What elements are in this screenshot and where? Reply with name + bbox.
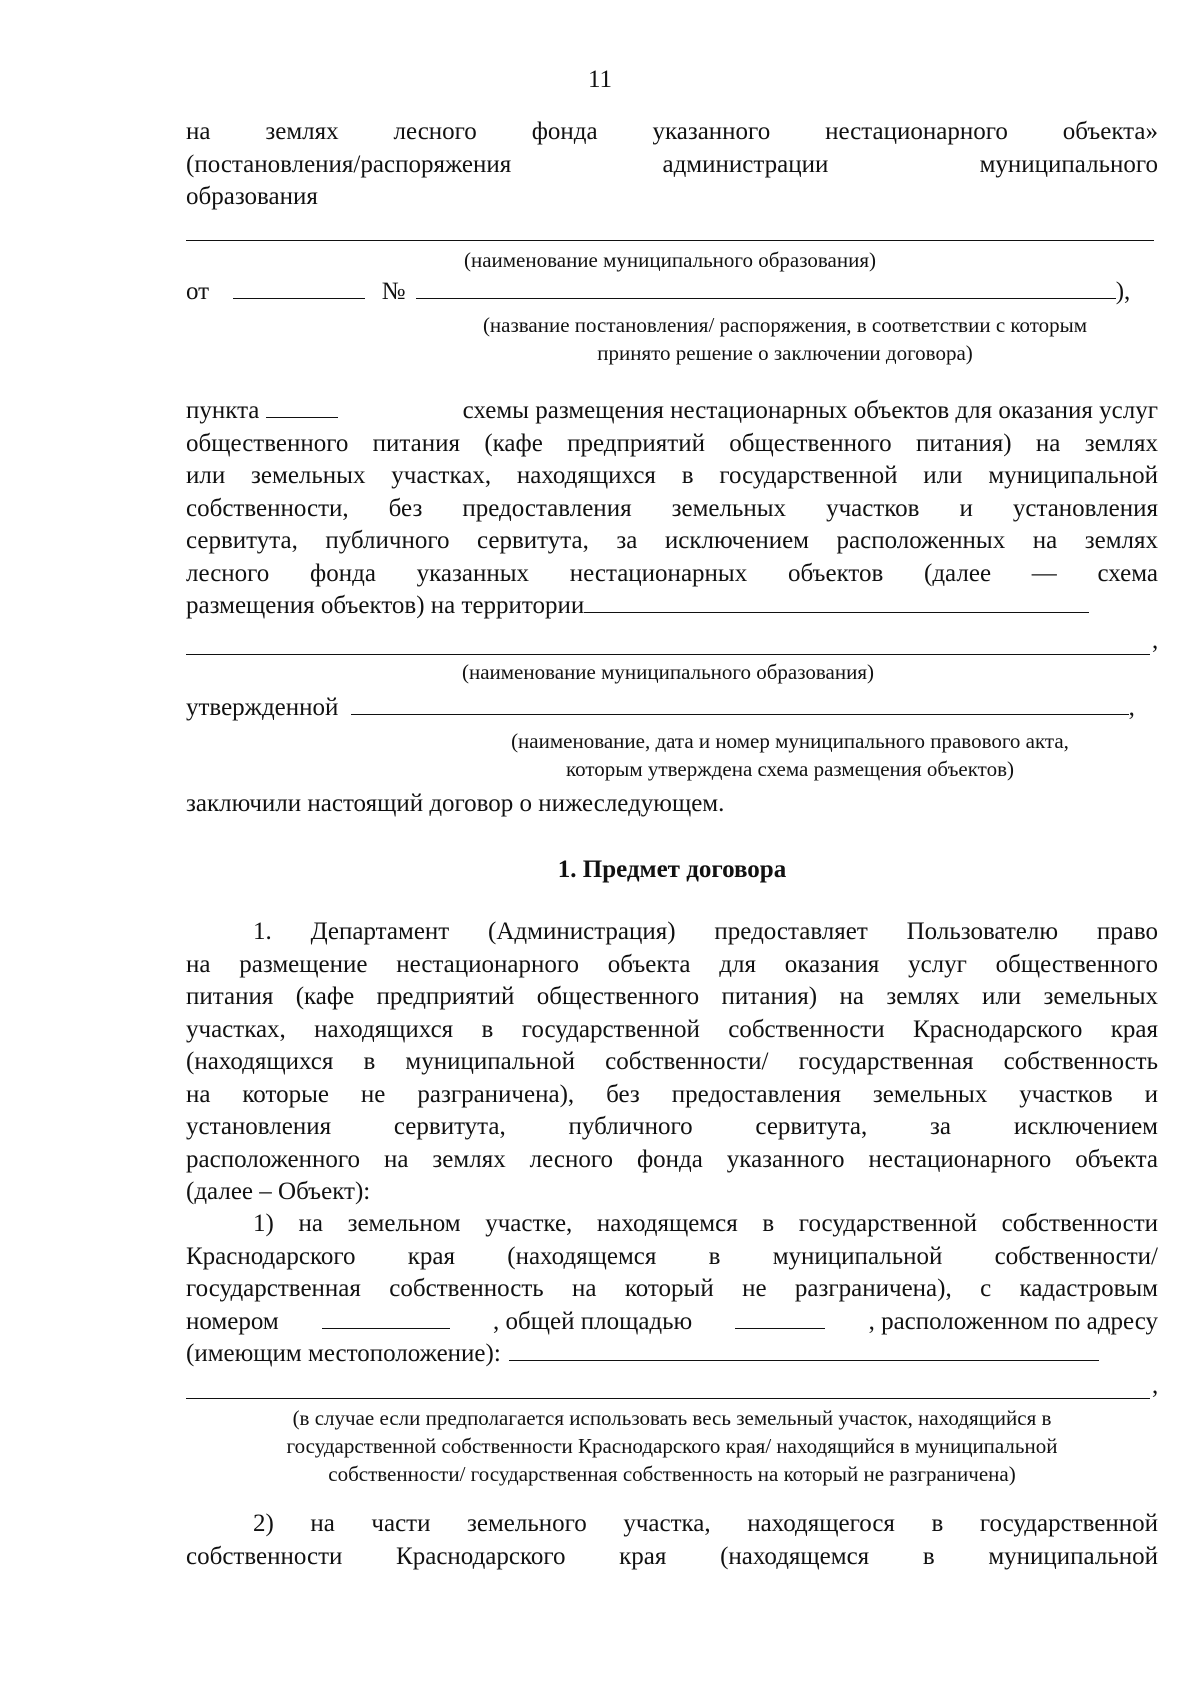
caption-plot-line-2: государственной собственности Краснодарского края/ находящийся в муниципальной	[286, 1434, 1058, 1458]
item-1-line-3: государственная собственность на который не разграничена), с кадастровым	[186, 1275, 1158, 1302]
clause-line-6: лесного фонда указанных нестационарных объектов (далее — схема	[186, 559, 1158, 587]
approved-comma: ,	[1128, 694, 1135, 721]
caption-plot-line-1: (в случае если предполагается использовать весь земельный участок, находящийся в	[292, 1406, 1052, 1430]
subject-line-4: участках, находящихся в государственной собственности Краснодарского края	[186, 1015, 1158, 1043]
subject-paragraph	[186, 916, 1158, 1209]
address-label: , расположенном по адресу	[868, 1307, 1158, 1335]
clause-line-3: или земельных участках, находящихся в государственной или муниципальной	[186, 462, 1158, 489]
closing-paren: ),	[1115, 278, 1131, 305]
clause-line-2: общественного питания (кафе предприятий общественного питания) на землях	[186, 429, 1158, 457]
item-1-line-4	[186, 1306, 1158, 1339]
caption-act	[440, 727, 1140, 783]
item-1-line-5	[186, 1338, 1158, 1371]
clause-line-1	[186, 395, 1158, 428]
clause-paragraph	[186, 395, 1158, 623]
page-number: 11	[587, 66, 613, 93]
subject-line-8: расположенного на землях лесного фонда указанного нестационарного объекта	[186, 1145, 1158, 1173]
caption-act-line-1: (наименование, дата и номер муниципального правового акта,	[511, 729, 1069, 753]
clause-point-blank	[266, 395, 338, 418]
caption-municipality-1: (наименование муниципального образования)	[463, 248, 877, 272]
item-2-line-2: собственности Краснодарского края (находящемся в муниципальной	[186, 1542, 1158, 1570]
caption-resolution-line-2: принято решение о заключении договора)	[597, 341, 973, 365]
item-1-line-2: Краснодарского края (находящемся в муниципальной собственности/	[186, 1242, 1158, 1270]
caption-municipality-2: (наименование муниципального образования)	[461, 660, 875, 684]
blank-line-territory	[186, 654, 1150, 655]
subject-line-3: питания (кафе предприятий общественного питания) на землях или земельных	[186, 983, 1158, 1010]
area-label: , общей площадью	[493, 1307, 693, 1335]
intro-block	[186, 116, 1158, 214]
territory-blank	[584, 590, 1089, 613]
location-label: (имеющим местоположение):	[186, 1340, 501, 1367]
number-blank	[416, 276, 1116, 299]
approved-blank	[351, 692, 1129, 715]
caption-plot-line-3: собственности/ государственная собственность на который не разграничена)	[328, 1462, 1016, 1486]
subject-line-6: на которые не разграничена), без предоставления земельных участков и	[186, 1080, 1158, 1108]
date-number-row	[186, 276, 1158, 308]
clause-line-4: собственности, без предоставления земельных участков и установления	[186, 494, 1158, 522]
caption-act-line-2: которым утверждена схема размещения объектов)	[566, 757, 1014, 781]
blank-line-location	[186, 1398, 1150, 1399]
intro-line-2: (постановления/распоряжения администрации муниципального	[186, 150, 1158, 178]
area-blank	[735, 1306, 825, 1329]
caption-resolution	[420, 311, 1150, 367]
item-1-line-1: 1) на земельном участке, находящемся в государственной собственности	[253, 1210, 1158, 1237]
subject-line-9: (далее – Объект):	[186, 1178, 371, 1205]
from-label: от	[186, 278, 210, 305]
territory-label: размещения объектов) на территории	[186, 592, 585, 619]
clause-line-5: сервитута, публичного сервитута, за исключением расположенных на землях	[186, 527, 1158, 554]
clause-line-7	[186, 590, 1158, 623]
date-blank	[233, 276, 365, 299]
section-title: 1. Предмет договора	[557, 856, 787, 883]
item-1	[186, 1208, 1158, 1371]
subject-line-2: на размещение нестационарного объекта для оказания услуг общественного	[186, 950, 1158, 978]
clause-line-1-rest: схемы размещения нестационарных объектов для оказания услуг	[462, 397, 1158, 424]
intro-line-1: на землях лесного фонда указанного нестационарного объекта»	[186, 118, 1158, 145]
location-blank	[509, 1338, 1099, 1361]
caption-plot	[186, 1404, 1158, 1488]
cadastral-label: номером	[186, 1307, 279, 1335]
subject-line-5: (находящихся в муниципальной собственности/ государственная собственность	[186, 1048, 1158, 1075]
intro-line-3: образования	[186, 183, 318, 210]
approved-label: утвержденной	[186, 694, 339, 721]
item-2	[186, 1508, 1158, 1573]
item-2-line-1: 2) на части земельного участка, находящегося в государственной	[253, 1510, 1158, 1537]
concluded-text: заключили настоящий договор о нижеследующем.	[186, 790, 725, 817]
subject-line-7: установления сервитута, публичного сервитута, за исключением	[186, 1113, 1158, 1140]
caption-resolution-line-1: (название постановления/ распоряжения, в соответствии с которым	[482, 313, 1088, 337]
location-comma: ,	[1152, 1372, 1159, 1399]
blank-line-municipality	[186, 240, 1154, 241]
territory-comma: ,	[1152, 627, 1159, 654]
clause-point-label: пункта	[186, 397, 260, 424]
cadastral-blank	[322, 1306, 450, 1329]
subject-line-1: 1. Департамент (Администрация) предоставляет Пользователю право	[253, 918, 1158, 945]
number-sign: №	[381, 278, 406, 305]
approved-row	[186, 692, 1135, 724]
